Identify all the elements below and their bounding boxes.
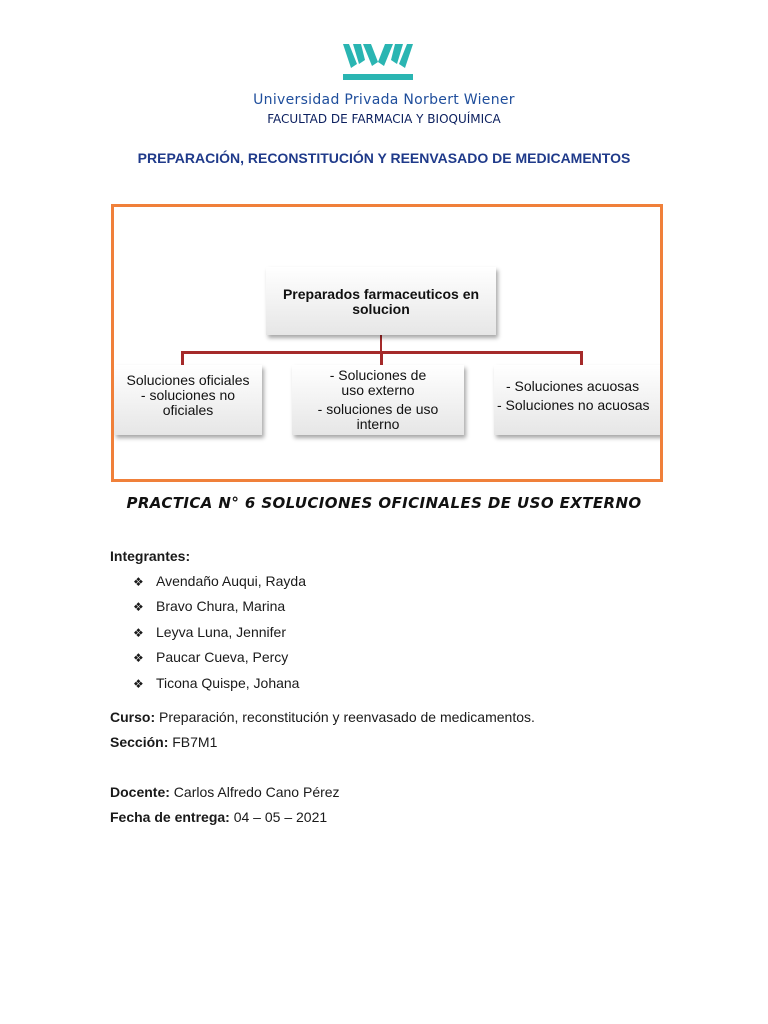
fecha-value: 04 – 05 – 2021: [229, 809, 328, 825]
curso-line: [110, 709, 535, 725]
diagram-node-acuosas: [494, 365, 660, 435]
diamond-bullet-icon: ❖: [133, 626, 144, 640]
fecha-line: [110, 809, 327, 825]
docente-line: [110, 784, 340, 800]
docente-value: Carlos Alfredo Cano Pérez: [169, 784, 340, 800]
diamond-bullet-icon: ❖: [133, 600, 144, 614]
seccion-value: FB7M1: [168, 734, 218, 750]
faculty-name: FACULTAD DE FARMACIA Y BIOQUÍMICA: [267, 112, 501, 126]
list-item: [133, 675, 299, 691]
member-name: Bravo Chura, Marina: [156, 598, 286, 614]
connector-right-drop: [580, 351, 583, 365]
curso-label: Curso:: [110, 709, 156, 725]
university-name: Universidad Privada Norbert Wiener: [253, 92, 515, 108]
node-line-1: Soluciones oficiales: [126, 372, 250, 388]
diagram-node-uso: [292, 365, 464, 435]
diagram-frame: [111, 204, 663, 482]
diamond-bullet-icon: ❖: [133, 575, 144, 589]
integrantes-label: Integrantes:: [110, 548, 191, 564]
node-line-2: - soluciones no oficiales: [140, 387, 236, 418]
diagram-root-node: Preparados farmaceuticos en solucion: [266, 267, 496, 335]
practice-title: PRACTICA N° 6 SOLUCIONES OFICINALES DE USO EXTERNO: [126, 494, 642, 512]
connector-left-drop: [181, 351, 184, 365]
document-title: PREPARACIÓN, RECONSTITUCIÓN Y REENVASADO DE MEDICAMENTOS: [137, 150, 631, 166]
node-line-1: - Soluciones de uso externo: [329, 367, 427, 398]
member-name: Leyva Luna, Jennifer: [156, 624, 286, 640]
fecha-label: Fecha de entrega:: [110, 809, 230, 825]
node-line-1: - Soluciones acuosas: [506, 378, 640, 394]
wiener-logo-icon: [343, 42, 413, 82]
list-item: [133, 624, 286, 640]
list-item: [133, 573, 306, 589]
node-line-2: - Soluciones no acuosas: [497, 397, 650, 413]
diamond-bullet-icon: ❖: [133, 677, 144, 691]
hierarchy-diagram: [114, 207, 660, 479]
diagram-node-oficiales: [114, 365, 262, 435]
member-name: Paucar Cueva, Percy: [156, 649, 289, 665]
seccion-line: [110, 734, 217, 750]
member-name: Avendaño Auqui, Rayda: [156, 573, 306, 589]
connector-root-vertical: [380, 335, 382, 351]
node-line-2: - soluciones de uso interno: [317, 401, 439, 432]
list-item: [133, 598, 285, 614]
diamond-bullet-icon: ❖: [133, 651, 144, 665]
docente-label: Docente:: [110, 784, 170, 800]
list-item: [133, 649, 288, 665]
curso-value: Preparación, reconstitución y reenvasado de medicamentos.: [155, 709, 535, 725]
member-name: Ticona Quispe, Johana: [156, 675, 300, 691]
seccion-label: Sección:: [110, 734, 169, 750]
connector-middle-drop: [380, 351, 383, 365]
